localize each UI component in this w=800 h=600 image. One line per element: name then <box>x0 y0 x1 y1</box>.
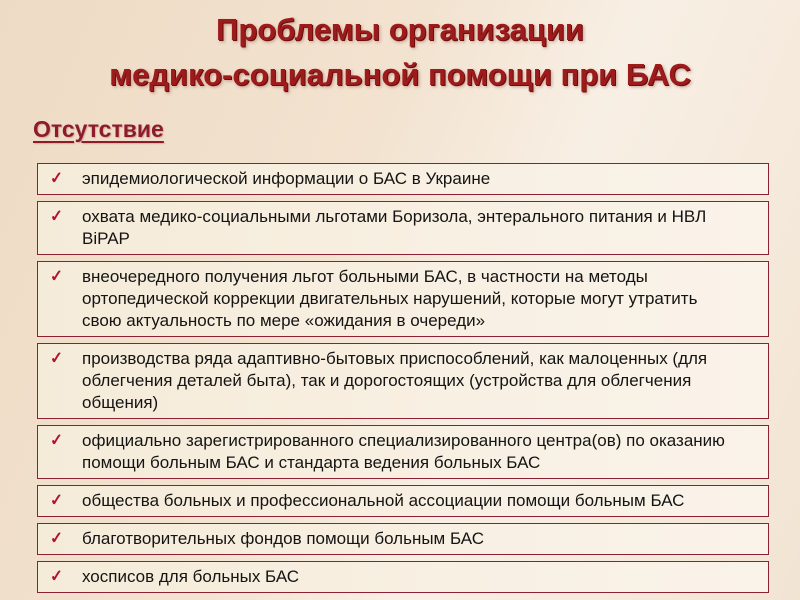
checklist-item <box>37 523 769 555</box>
check-icon: ✓ <box>49 529 64 548</box>
check-icon: ✓ <box>49 267 64 286</box>
checklist-item-text: официально зарегистрированного специализированного центра(ов) по оказанию помощи больным БАС и стандарта ведения больных БАС <box>82 431 725 472</box>
slide-title-line2: медико-социальной помощи при БАС <box>109 57 691 92</box>
check-icon: ✓ <box>49 567 64 586</box>
checklist-item <box>37 485 769 517</box>
checklist-item-text: эпидемиологической информации о БАС в Украине <box>82 169 491 188</box>
checklist-item <box>37 201 769 255</box>
section-heading: Отсутствие <box>33 116 164 142</box>
check-icon: ✓ <box>49 431 64 450</box>
checklist-item-text: общества больных и профессиональной ассоциации помощи больным БАС <box>82 491 685 510</box>
check-icon: ✓ <box>49 349 64 368</box>
checklist-item <box>37 425 769 479</box>
checklist-item-text: внеочередного получения льгот больными БАС, в частности на методы ортопедической коррекции двигательных нарушений, которые могут утратить свою актуальность по мере «ожидания в очереди» <box>82 267 698 330</box>
check-icon: ✓ <box>49 491 64 510</box>
check-icon: ✓ <box>49 169 64 188</box>
checklist-item-text: хосписов для больных БАС <box>82 567 300 586</box>
checklist-item <box>37 561 769 593</box>
checklist-item <box>37 261 769 337</box>
checklist-item <box>37 343 769 419</box>
slide-title <box>0 7 800 97</box>
checklist <box>37 163 769 593</box>
checklist-item-text: производства ряда адаптивно-бытовых приспособлений, как малоценных (для облегчения деталей быта), так и дорогостоящих (устройства для облегчения общения) <box>82 349 708 412</box>
checklist-item-text: благотворительных фондов помощи больным БАС <box>82 529 484 548</box>
check-icon: ✓ <box>49 207 64 226</box>
slide-title-line1: Проблемы организации <box>216 12 584 47</box>
checklist-item <box>37 163 769 195</box>
checklist-item-text: охвата медико-социальными льготами Боризола, энтерального питания и НВЛ BiPAP <box>82 207 707 248</box>
